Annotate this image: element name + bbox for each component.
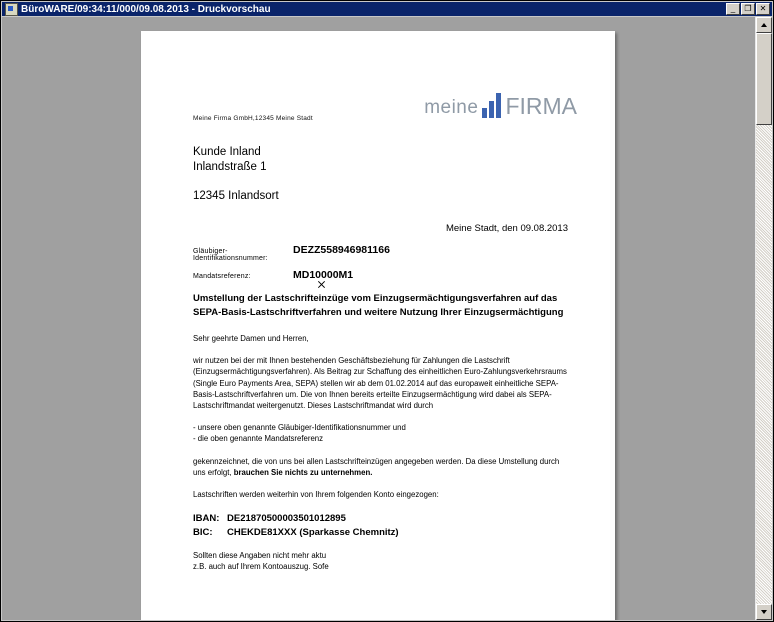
reference-row-mandate: [193, 269, 573, 281]
vertical-scrollbar[interactable]: [755, 17, 772, 620]
iban-value: DE21870500003501012895: [227, 513, 346, 524]
closing-text: [193, 550, 345, 576]
bic-value: CHEKDE81XXX (Sparkasse Chemnitz): [227, 527, 399, 538]
bullet-2: - die oben genannte Mandatsreferenz: [193, 434, 324, 444]
paragraph-1: wir nutzen bei der mit Ihnen bestehenden Geschäftsbeziehung für Zahlungen die Lastschrift (Einzugsermächtigungsverfahren). Als Beitrag zur Schaffung des einheitlichen Euro-Zahlungsverkehrsraums (Single Euro Payments Area, SEPA) stellen wir ab dem 01.02.2014 auf das europaweit einheitliche SEPA-Basis-Lastschriftverfahren um. Die von Ihnen bereits erteilte Einzugsermächtigung wird dabei als SEPA-Lastschriftmandat weitergenutzt. Dieses Lastschriftmandat wird durch: [193, 356, 567, 411]
scroll-down-button[interactable]: [756, 604, 772, 620]
address-line-2: Inlandstraße 1: [193, 161, 267, 173]
scroll-up-button[interactable]: [756, 17, 772, 33]
sender-line: Meine Firma GmbH,12345 Meine Stadt: [193, 115, 313, 122]
iban-row: [193, 512, 568, 526]
salutation: Sehr geehrte Damen und Herren,: [193, 334, 309, 343]
preview-client-area: [2, 17, 772, 620]
bic-label: BIC:: [193, 527, 213, 538]
creditor-id-label: Gläubiger-Identifikationsnummer:: [193, 248, 268, 262]
paragraph-3: Lastschriften werden weiterhin von Ihrem folgenden Konto eingezogen:: [193, 490, 439, 500]
printer-icon: [5, 3, 18, 16]
maximize-button[interactable]: ❐: [741, 3, 755, 15]
paragraph-2-bold: brauchen Sie nichts zu unternehmen.: [233, 467, 373, 477]
subject-line-2: SEPA-Basis-Lastschriftverfahren und weitere Nutzung Ihrer Einzugsermächtigung: [193, 307, 564, 318]
close-button[interactable]: ✕: [756, 3, 770, 15]
logo-bars-icon: [482, 93, 501, 118]
minimize-button[interactable]: _: [726, 3, 740, 15]
letter-body: [193, 333, 568, 511]
recipient-address: [193, 145, 279, 204]
iban-label: IBAN:: [193, 513, 220, 524]
mouse-cursor-icon: [317, 280, 326, 289]
paragraph-2-text: gekennzeichnet, die von uns bei allen Lastschrifteinzügen angegeben werden. Da diese Umstellung durch uns erfolgt,: [193, 456, 560, 477]
bank-details: [193, 512, 568, 540]
window-controls: [726, 3, 771, 15]
reference-block: [193, 244, 573, 288]
company-logo: [424, 93, 577, 118]
preview-surface[interactable]: [2, 17, 756, 620]
mandate-reference-value: MD10000M1: [293, 269, 353, 281]
address-line-1: Kunde Inland: [193, 146, 261, 158]
bic-row: [193, 526, 568, 540]
creditor-id-value: DEZZ558946981166: [293, 244, 390, 256]
mandate-reference-label: Mandatsreferenz:: [193, 273, 251, 280]
chevron-up-icon: [761, 23, 767, 27]
subject-line-1: Umstellung der Lastschrifteinzüge vom Einzugsermächtigungsverfahren auf das: [193, 293, 558, 304]
closing-line-1: Sollten diese Angaben nicht mehr aktu: [193, 551, 327, 560]
window-title: BüroWARE/09:34:11/000/09.08.2013 - Druckvorschau: [21, 3, 271, 15]
document-page: [141, 31, 615, 620]
bullet-1: - unsere oben genannte Gläubiger-Identifikationsnummer und: [193, 423, 406, 433]
logo-word-meine: meine: [424, 97, 479, 118]
closing-line-2: z.B. auch auf Ihrem Kontoauszug. Sofe: [193, 562, 329, 572]
scrollbar-track[interactable]: [756, 33, 772, 604]
logo-word-firma: FIRMA: [505, 93, 577, 119]
window-titlebar[interactable]: [2, 2, 772, 16]
date-line: Meine Stadt, den 09.08.2013: [445, 223, 568, 234]
address-city: 12345 Inlandsort: [193, 190, 279, 202]
scrollbar-thumb[interactable]: [756, 33, 772, 125]
subject-heading: [193, 292, 568, 320]
paragraph-2: [193, 456, 568, 478]
chevron-down-icon: [761, 610, 767, 614]
reference-row-creditor: [193, 244, 573, 262]
